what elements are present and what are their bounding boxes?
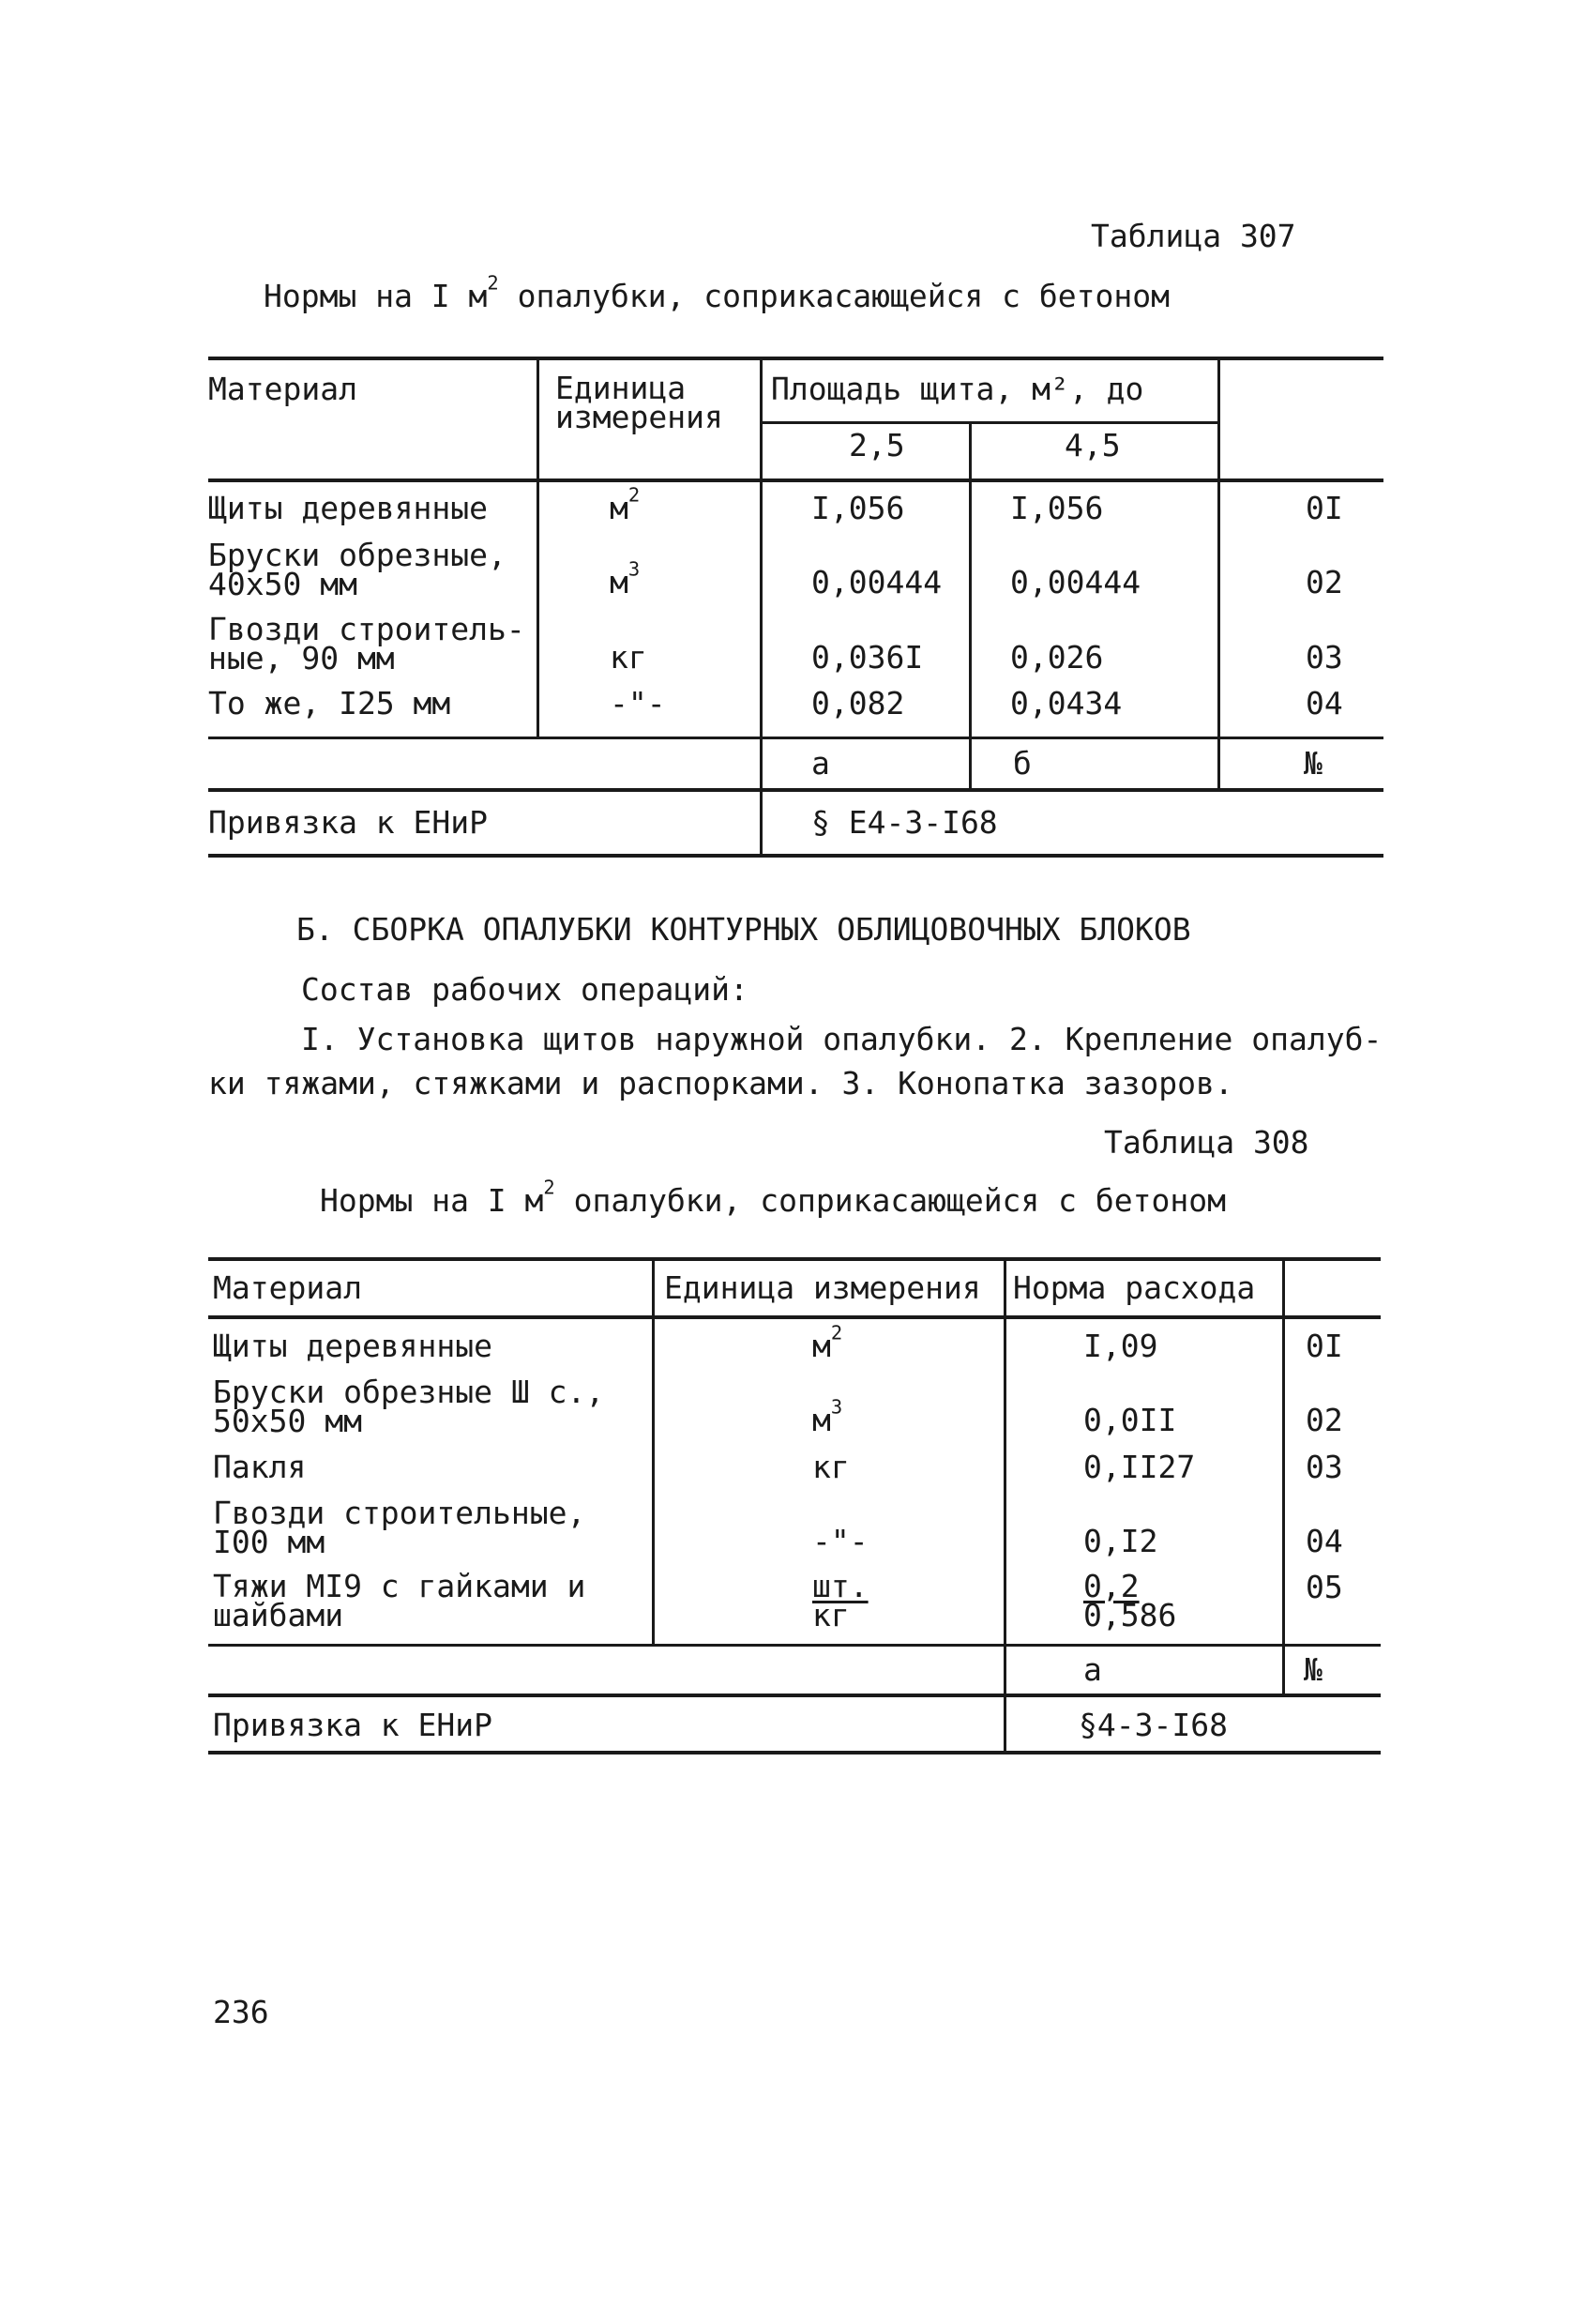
operations-line-2: ки тяжами, стяжками и распорками. 3. Конопатка зазоров.: [208, 1065, 1233, 1101]
table-308-title: Нормы на I $м^2$ опалубки, соприкасающейся с бетоном: [320, 1176, 1226, 1219]
table-row-unit: -"-: [812, 1523, 869, 1559]
table-row-material: Тяжи МI9 с гайками и шайбами: [213, 1568, 586, 1634]
table-307-caption: Таблица 307: [1091, 218, 1296, 254]
table-row-value-b: 0,026: [1010, 639, 1104, 676]
table-row-unit: $м^2$: [812, 1321, 843, 1364]
header-unit: Единица измерения: [555, 370, 723, 436]
table-row-unit: -"-: [610, 685, 666, 722]
table-row-material: Бруски обрезные Ш с., 50х50 мм: [213, 1374, 605, 1440]
table-row-code: 02: [1306, 1402, 1343, 1438]
table-row-norm: 0,I2: [1083, 1523, 1158, 1559]
header-material: Материал: [208, 371, 357, 407]
column-label-b: б: [1013, 745, 1032, 782]
table-row-norm-fraction: $\frac{0,2}{0,586}$: [1083, 1568, 1177, 1634]
table-row-code: 04: [1306, 685, 1343, 722]
table-row-unit: кг: [610, 639, 647, 676]
header-area-4-5: 4,5: [1065, 427, 1121, 463]
header-panel-area: Площадь щита, м², до: [771, 371, 1144, 407]
column-label-a: а: [1083, 1651, 1102, 1688]
table-row-unit-fraction: шт. кг: [812, 1568, 869, 1634]
table-row-material: Щиты деревянные: [213, 1328, 493, 1364]
table-row-code: 0I: [1306, 1328, 1343, 1364]
table-row-value-b: 0,0434: [1010, 685, 1123, 722]
table-row-material: Щиты деревянные: [208, 490, 489, 526]
table-row-code: 02: [1306, 564, 1343, 600]
table-row-code: 04: [1306, 1523, 1343, 1559]
table-row-norm: I,09: [1083, 1328, 1158, 1364]
operations-line-1: I. Установка щитов наружной опалубки. 2. Крепление опалуб-: [301, 1021, 1383, 1057]
table-row-material: Гвозди строительные, I00 мм: [213, 1495, 586, 1561]
table-row-material: То же, I25 мм: [208, 685, 451, 722]
operations-title: Состав рабочих операций:: [301, 971, 748, 1008]
table-row-unit: $м^3$: [610, 557, 641, 600]
table-row-material: Гвозди строитель- ные, 90 мм: [208, 611, 525, 677]
table-row-norm: 0,0II: [1083, 1402, 1177, 1438]
header-material: Материал: [213, 1269, 362, 1306]
column-label-number: №: [1304, 745, 1322, 782]
column-label-number: №: [1304, 1651, 1322, 1688]
table-307-title: Нормы на I $м^2$ опалубки, соприкасающейся с бетоном: [264, 271, 1170, 314]
table-row-code: 03: [1306, 1449, 1343, 1485]
table-row-material: Бруски обрезные, 40х50 мм: [208, 537, 506, 603]
table-row-code: 03: [1306, 639, 1343, 676]
table-row-value-a: 0,00444: [811, 564, 943, 600]
page-number: 236: [213, 1994, 269, 2030]
table-row-norm: 0,II27: [1083, 1449, 1196, 1485]
table-row-unit: кг: [812, 1449, 850, 1485]
header-consumption-norm: Норма расхода: [1013, 1269, 1256, 1306]
table-row-value-b: I,056: [1010, 490, 1104, 526]
table-row-unit: $м^3$: [812, 1395, 843, 1438]
table-row-value-a: 0,082: [811, 685, 905, 722]
table-row-code: 05: [1306, 1569, 1343, 1605]
table-row-value-a: I,056: [811, 490, 905, 526]
table-308-caption: Таблица 308: [1104, 1124, 1309, 1161]
table-row-unit: $м^2$: [610, 483, 641, 526]
binding-label: Привязка к ЕНиР: [213, 1707, 493, 1743]
header-area-2-5: 2,5: [849, 427, 905, 463]
column-label-a: а: [811, 745, 830, 782]
table-row-value-b: 0,00444: [1010, 564, 1141, 600]
binding-value: §4-3-I68: [1079, 1707, 1228, 1743]
binding-label: Привязка к ЕНиР: [208, 804, 489, 841]
section-heading: Б. СБОРКА ОПАЛУБКИ КОНТУРНЫХ ОБЛИЦОВОЧНЫХ БЛОКОВ: [296, 911, 1191, 948]
header-unit: Единица измерения: [664, 1269, 981, 1306]
table-row-value-a: 0,036I: [811, 639, 924, 676]
binding-value: § Е4-3-I68: [811, 804, 998, 841]
table-row-material: Пакля: [213, 1449, 307, 1485]
table-row-code: 0I: [1306, 490, 1343, 526]
